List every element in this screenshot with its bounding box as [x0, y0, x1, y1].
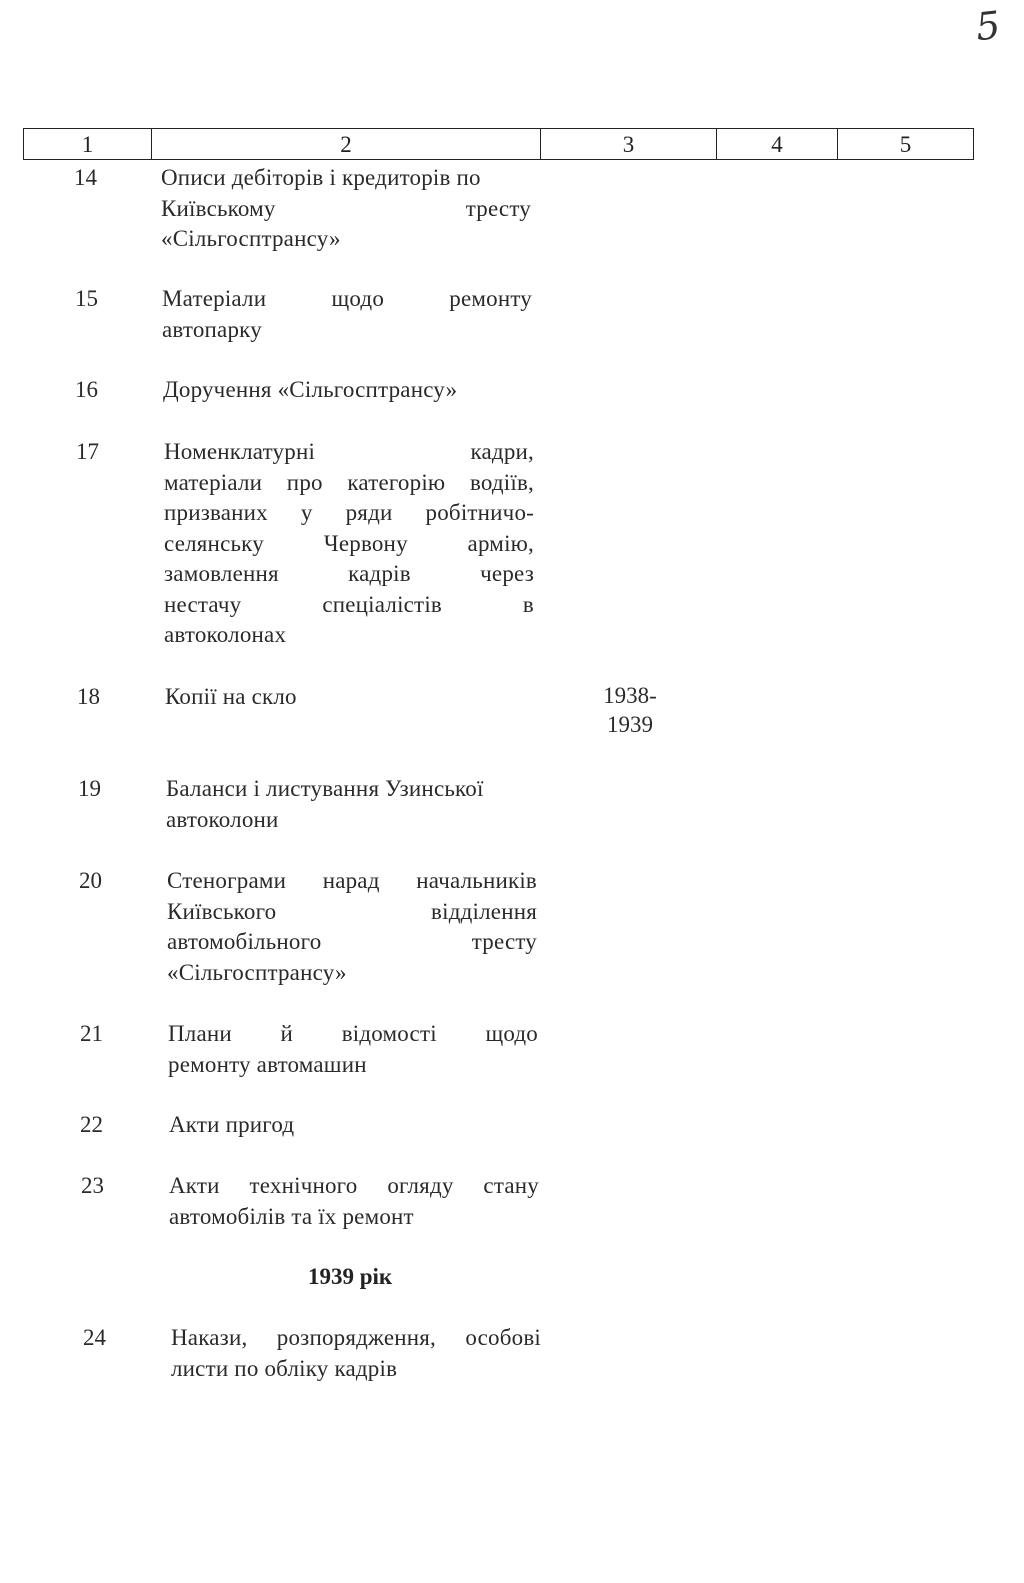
title-line: Акти технічного огляду стану	[169, 1173, 539, 1198]
row-number: 24	[83, 1325, 106, 1350]
row-title	[164, 437, 534, 651]
page-number: 5	[973, 2, 1003, 50]
row-title	[171, 1323, 541, 1384]
row-title	[169, 1110, 539, 1141]
title-line: Баланси і листування Узинської	[166, 776, 484, 801]
title-line: призваних у ряди робітничо-	[164, 500, 534, 525]
row-number: 23	[81, 1173, 104, 1198]
row-title	[168, 1019, 538, 1080]
title-line: Копії на скло	[165, 684, 297, 709]
date-line: 1939	[607, 712, 653, 737]
column-header-row	[23, 128, 974, 160]
title-line: Матеріали щодо ремонту	[162, 286, 532, 311]
title-line: Номенклатурні кадри,	[164, 439, 534, 464]
column-header-1: 1	[24, 129, 152, 159]
title-line: автомобілів та їх ремонт	[169, 1203, 414, 1229]
row-title	[165, 682, 535, 713]
row-title	[162, 284, 532, 345]
title-line: автоколонах	[164, 622, 287, 647]
column-header-2: 2	[152, 129, 541, 159]
row-title	[169, 1171, 539, 1232]
row-number: 18	[77, 684, 100, 709]
row-title	[167, 866, 537, 988]
title-line: «Сільгосптрансу»	[167, 959, 347, 985]
title-line: Київському тресту	[161, 195, 531, 221]
row-number: 14	[74, 165, 97, 190]
column-header-5: 5	[899, 132, 912, 157]
row-number: 22	[80, 1112, 103, 1137]
title-line: ремонту автомашин	[168, 1051, 367, 1077]
title-line: Доручення «Сільгосптрансу»	[163, 377, 458, 402]
row-number: 20	[79, 868, 102, 893]
column-header-4: 4	[717, 129, 838, 159]
title-line: Описи дебіторів і кредиторів по	[161, 165, 481, 190]
title-line: матеріали про категорію водіїв,	[164, 469, 534, 495]
title-line: автопарку	[162, 316, 262, 342]
row-number: 21	[80, 1021, 103, 1046]
title-line: Акти пригод	[169, 1112, 295, 1137]
row-title	[161, 163, 531, 255]
row-number: 17	[76, 439, 99, 464]
title-line: Стенограми нарад начальників	[167, 868, 537, 893]
title-line: Київського відділення	[167, 898, 537, 924]
title-line: автоколони	[166, 806, 279, 832]
title-line: автомобільного тресту	[167, 929, 537, 954]
row-number: 16	[75, 377, 98, 402]
title-line: Плани й відомості щодо	[168, 1021, 538, 1046]
year-heading: 1939 рік	[308, 1264, 393, 1289]
title-line: замовлення кадрів через	[164, 561, 534, 586]
title-line: Накази, розпорядження, особові	[171, 1325, 541, 1350]
row-title	[163, 375, 533, 406]
title-line: нестачу спеціалістів в	[164, 591, 534, 617]
column-header-3: 3	[541, 129, 717, 159]
title-line: листи по обліку кадрів	[171, 1355, 398, 1381]
title-line: «Сільгосптрансу»	[161, 226, 341, 251]
date-line: 1938-	[603, 683, 657, 708]
row-number: 19	[78, 776, 101, 801]
row-title	[166, 774, 536, 835]
row-number: 15	[75, 286, 98, 311]
row-dates	[590, 681, 670, 739]
title-line: селянську Червону армію,	[164, 530, 534, 556]
